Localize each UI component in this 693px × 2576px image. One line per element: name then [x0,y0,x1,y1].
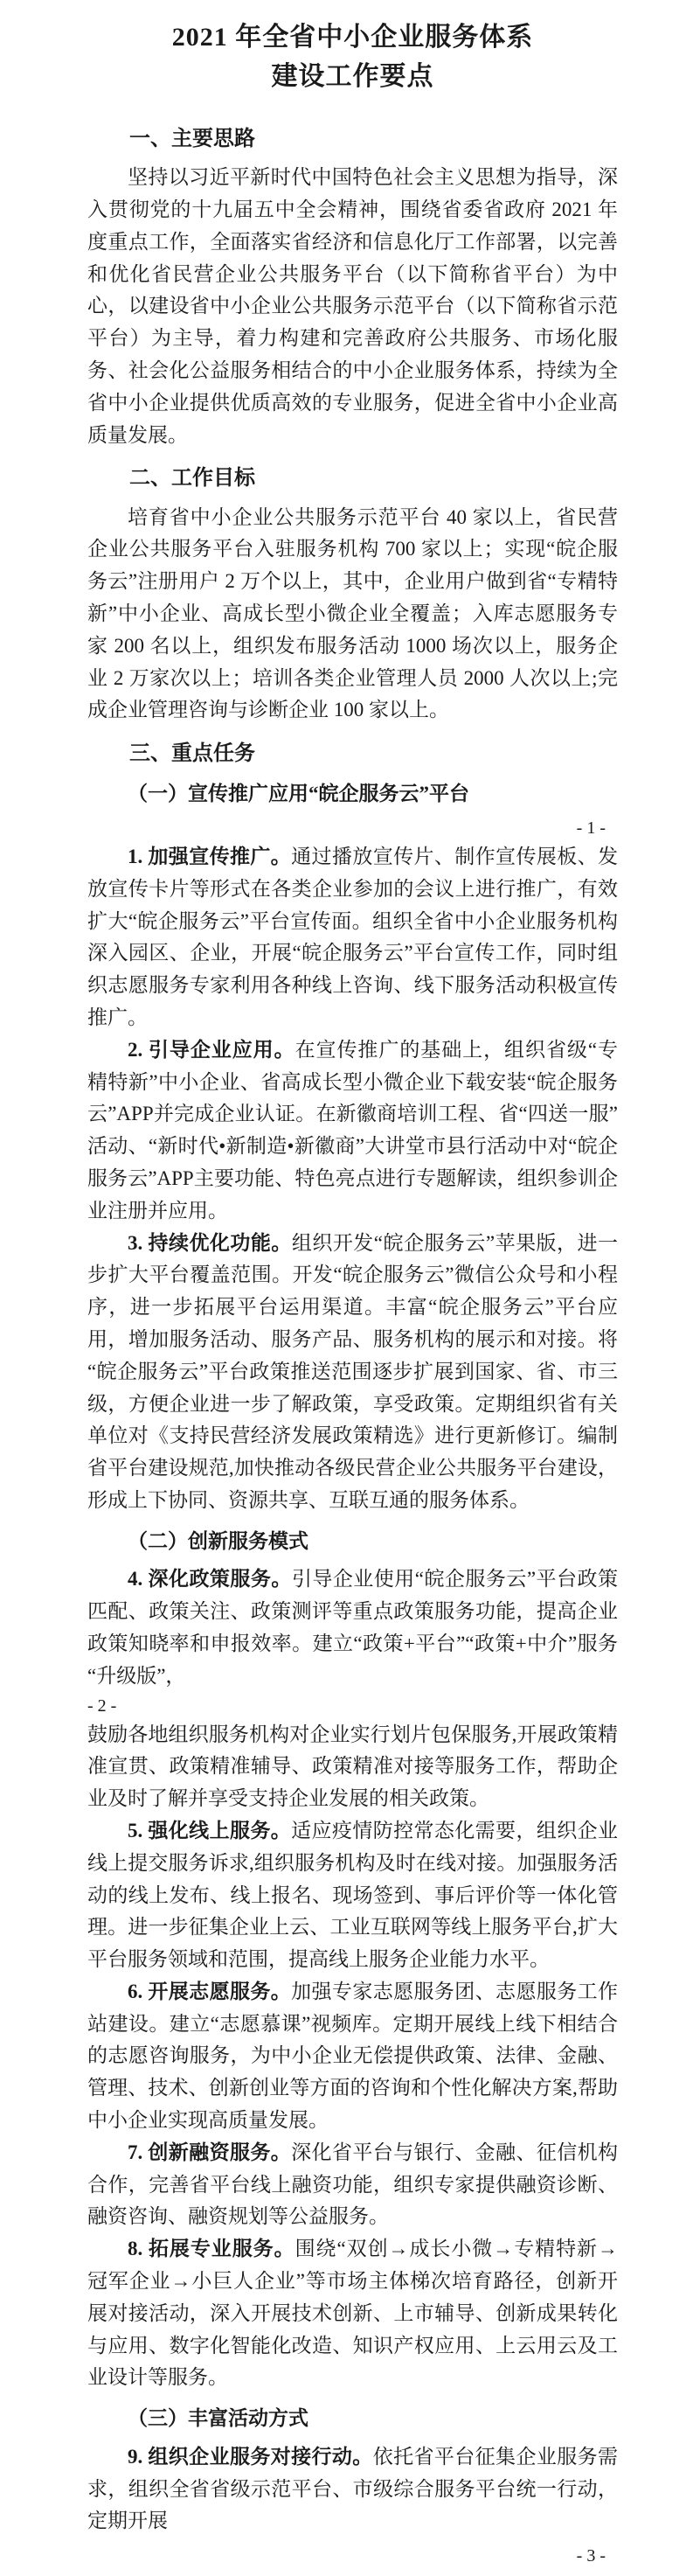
page-number-3: - 3 - [576,2546,606,2566]
document-title [87,17,618,96]
task-item-3-text: 组织开发“皖企服务云”苹果版，进一步扩大平台覆盖范围。开发“皖企服务云”微信公众号和小程序，进一步拓展平台运用渠道。丰富“皖企服务云”平台应用，增加服务活动、服务产品、服务机构的展示和对接。将“皖企服务云”平台政策推送范围逐步扩展到国家、省、市三级，方便企业进一步了解政策，享受政策。定期组织省有关单位对《支持民营经济发展政策精选》进行更新修订。编制省平台建设规范,加快推动各级民营企业公共服务平台建设，形成上下协同、资源共享、互联互通的服务体系。 [87,1231,618,1511]
task-item-5-lead: 5. 强化线上服务。 [128,1819,292,1841]
task-item-9-text: 依托省平台征集企业服务需求，组织全省省级示范平台、市级综合服务平台统一行动，定期开展 [87,2445,619,2532]
subsection-2-heading: （二）创新服务模式 [128,1529,308,1552]
task-item-7-lead: 7. 创新融资服务。 [128,2141,292,2163]
section-1-heading: 一、主要思路 [129,127,255,150]
task-item-7 [87,2137,618,2233]
task-item-6 [87,1976,618,2137]
task-item-5 [87,1815,618,1976]
task-item-5-text: 适应疫情防控常态化需要，组织企业线上提交服务诉求,组织服务机构及时在线对接。加强服务活动的线上发布、线上报名、现场签到、事后评价等一体化管理。进一步征集企业上云、工业互联网等线上服务平台,扩大平台服务领域和范围，提高线上服务企业能力水平。 [87,1819,619,1971]
section-3-heading: 三、重点任务 [129,741,255,766]
task-item-4 [87,1563,618,1692]
subsection-3-heading: （三）丰富活动方式 [128,2407,308,2430]
task-item-4-lead: 4. 深化政策服务。 [128,1568,292,1591]
task-item-1 [87,841,618,1034]
task-item-8-lead: 8. 拓展专业服务。 [128,2238,295,2260]
task-item-4-continued: 鼓励各地组织服务机构对企业实行划片包保服务,开展政策精准宣贯、政策精准辅导、政策精准对接等服务工作，帮助企业及时了解并享受支持企业发展的相关政策。 [87,1723,618,1810]
task-item-3 [87,1228,618,1517]
task-item-9-lead: 9. 组织企业服务对接行动。 [128,2445,373,2468]
task-item-1-lead: 1. 加强宣传推广。 [128,845,292,867]
task-item-3-lead: 3. 持续优化功能。 [128,1231,292,1254]
para-work-goals: 培育省中小企业公共服务示范平台 40 家以上，省民营企业公共服务平台入驻服务机构 700 家以上；实现“皖企服务云”注册用户 2 万个以上，其中，企业用户做到省“专精特新”中小企业、高成长型小微企业全覆盖；入库志愿服务专家 200 名以上，组织发布服务活动 1000 场次以上，服务企业 2 万家次以上；培训各类企业管理人员 2000 人次以上;完成企业管理咨询与诊断企业 100 家以上。 [87,505,618,721]
task-item-4-text: 引导企业使用“皖企服务云”平台政策匹配、政策关注、政策测评等重点政策服务功能，提高企业政策知晓率和申报效率。建立“政策+平台”“政策+中介”服务“升级版”， [87,1568,618,1687]
subsection-1-heading: （一）宣传推广应用“皖企服务云”平台 [128,783,469,805]
task-item-2-text: 在宣传推广的基础上，组织省级“专精特新”中小企业、省高成长型小微企业下载安装“皖企服务云”APP并完成企业认证。在新徽商培训工程、省“四送一服”活动、“新时代•新制造•新徽商”大讲堂市县行活动中对“皖企服务云”APP主要功能、特色亮点进行专题解读，组织参训企业注册并应用。 [87,1038,618,1222]
page-number-2: - 2 - [87,1695,117,1716]
para-main-idea: 坚持以习近平新时代中国特色社会主义思想为指导，深入贯彻党的十九届五中全会精神，围绕省委省政府 2021 年度重点工作，全面落实省经济和信息化厅工作部署，以完善和优化省民营企业公共服务平台（以下简称省平台）为中心，以建设省中小企业公共服务示范平台（以下简称省示范平台）为主导，着力构建和完善政府公共服务、市场化服务、社会化公益服务相结合的中小企业服务体系，持续为全省中小企业提供优质高效的专业服务，促进全省中小企业高质量发展。 [87,166,618,446]
section-2-heading: 二、工作目标 [129,466,255,491]
task-item-7-text: 深化省平台与银行、金融、征信机构合作，完善省平台线上融资功能，组织专家提供融资诊断、融资咨询、融资规划等公益服务。 [87,2141,619,2228]
task-item-9 [87,2441,618,2538]
task-item-6-lead: 6. 开展志愿服务。 [128,1980,292,2002]
task-item-2-lead: 2. 引导企业应用。 [128,1038,295,1061]
task-item-6-text: 加强专家志愿服务团、志愿服务工作站建设。建立“志愿慕课”视频库。定期开展线上线下相结合的志愿咨询服务，为中小企业无偿提供政策、法律、金融、管理、技术、创新创业等方面的咨询和个性化解决方案,帮助中小企业实现高质量发展。 [87,1980,619,2132]
task-item-2 [87,1034,618,1228]
page-number-1: - 1 - [576,818,606,838]
task-item-1-text: 通过播放宣传片、制作宣传展板、发放宣传卡片等形式在各类企业参加的会议上进行推广，有效扩大“皖企服务云”平台宣传面。组织全省中小企业服务机构深入园区、企业，开展“皖企服务云”平台宣传工作，同时组织志愿服务专家利用各种线上咨询、线下服务活动积极宣传推广。 [87,845,619,1028]
task-item-8-text: 围绕“双创→成长小微→专精特新→冠军企业→小巨人企业”等市场主体梯次培育路径，创新开展对接活动，深入开展技术创新、上市辅导、创新成果转化与应用、数字化智能化改造、知识产权应用、上云用云及工业设计等服务。 [87,2238,618,2389]
document-title-line1: 2021 年全省中小企业服务体系 [171,23,534,52]
document-title-line2: 建设工作要点 [271,62,434,91]
task-item-8 [87,2233,618,2394]
